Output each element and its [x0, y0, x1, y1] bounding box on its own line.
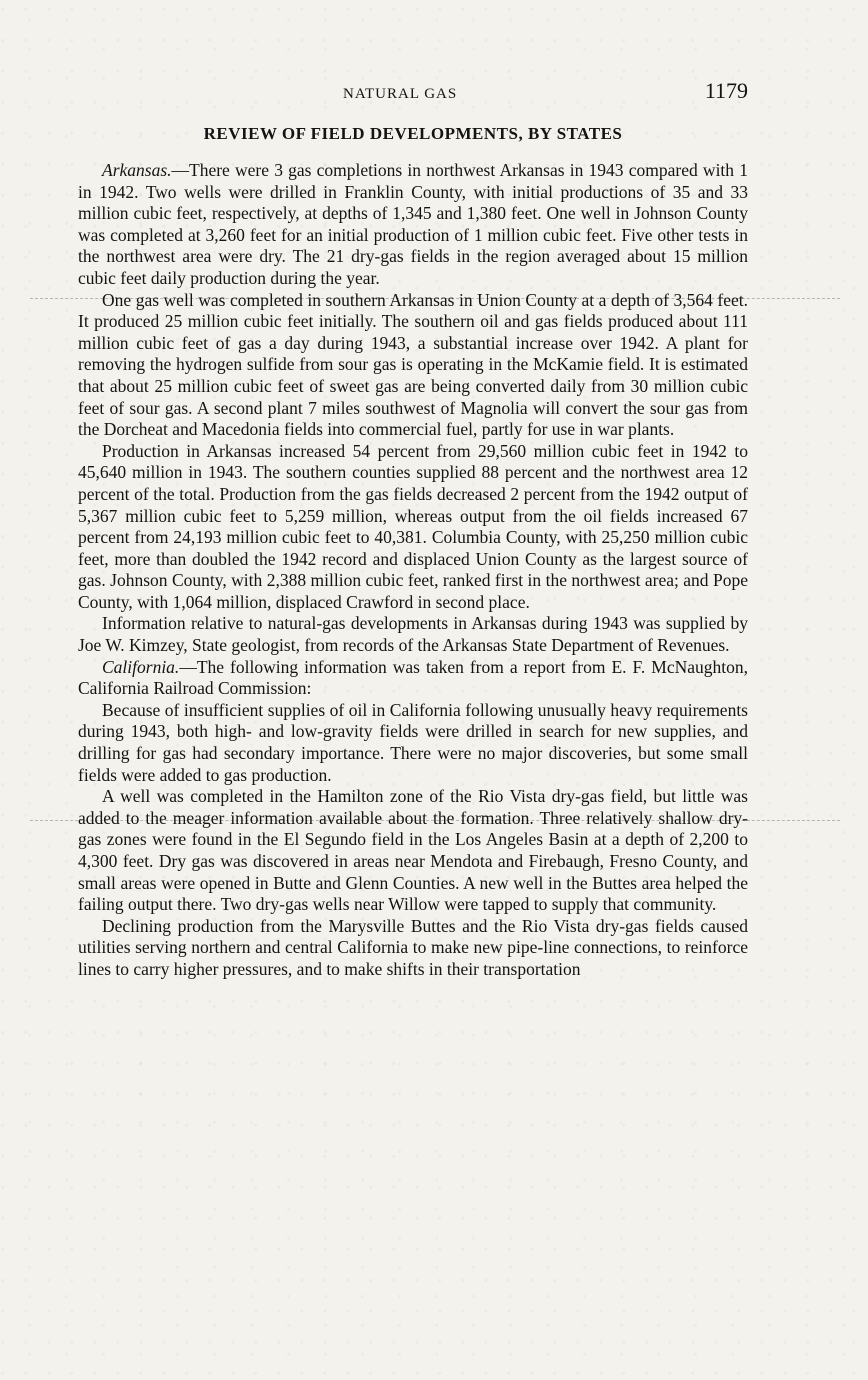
paragraph — [78, 700, 748, 786]
paragraph-text: A well was completed in the Hamilton zone of the Rio Vista dry-gas field, but little was added to the meager information available about the formation. Three relatively shallow dry-gas zones were found in the El Segundo field in the Los Angeles Basin at a depth of 2,200 to 4,300 feet. Dry gas was discovered in areas near Mendota and Firebaugh, Fresno County, and small areas were opened in Butte and Glenn Counties. A new well in the Buttes area helped the failing output there. Two dry-gas wells near Willow were tapped to supply that community. — [78, 786, 748, 915]
paragraph — [78, 160, 748, 290]
paragraph-text: Production in Arkansas increased 54 percent from 29,560 million cubic feet in 1942 to 45,640 million in 1943. The southern counties supplied 88 percent and the northwest area 12 percent of the total. Production from the gas fields decreased 2 percent from the 1942 output of 5,367 million cubic feet to 5,259 million, whereas output from the oil fields increased 67 percent from 24,193 million cubic feet to 40,381. Columbia County, with 25,250 million cubic feet, more than doubled the 1942 record and displaced Union County as the largest source of gas. Johnson County, with 2,388 million cubic feet, ranked first in the northwest area; and Pope County, with 1,064 million, displaced Crawford in second place. — [78, 440, 748, 612]
paragraph-text: Information relative to natural-gas developments in Arkansas during 1943 was supplied by Joe W. Kimzey, State geologist, from records of the Arkansas State Department of Revenues. — [78, 613, 748, 656]
page-header — [78, 76, 748, 110]
paragraph-lead: Arkansas. — [102, 160, 172, 180]
paragraph-text: Declining production from the Marysville Buttes and the Rio Vista dry-gas fields caused utilities serving northern and central California to make new pipe-line connections, to reinforce lines to carry higher pressures, and to make shifts in their transportation — [78, 915, 748, 979]
paragraph — [78, 916, 748, 981]
paragraph — [78, 786, 748, 916]
paragraph-text: One gas well was completed in southern Arkansas in Union County at a depth of 3,564 feet. It produced 25 million cubic feet initially. The southern oil and gas fields produced about 111 million cubic feet of gas a day during 1943, a substantial increase over 1942. A plant for removing the hydrogen sulfide from sour gas is operating in the McKamie field. It is estimated that about 25 million cubic feet of sweet gas are being converted daily from 30 million cubic feet of sour gas. A second plant 7 miles southwest of Magnolia will convert the sour gas from the Dorcheat and Macedonia fields into commercial fuel, partly for use in war plants. — [78, 289, 748, 440]
paragraph-text: —The following information was taken from a report from E. F. McNaughton, California Railroad Commission: — [78, 656, 748, 699]
paragraph — [78, 613, 748, 656]
running-head: NATURAL GAS — [343, 86, 458, 102]
paragraph — [78, 657, 748, 700]
paragraph-text: —There were 3 gas completions in northwest Arkansas in 1943 compared with 1 in 1942. Two wells were drilled in Franklin County, with initial productions of 35 and 33 million cubic feet, respectively, at depths of 1,345 and 1,380 feet. One well in Johnson County was completed at 3,260 feet for an initial production of 1 million cubic feet. Five other tests in the northwest area were dry. The 21 dry-gas fields in the region averaged about 15 million cubic feet daily production during the year. — [78, 160, 748, 288]
paragraph-lead: California. — [102, 656, 180, 677]
paragraph-text: Because of insufficient supplies of oil in California following unusually heavy requirements during 1943, both high- and low-gravity fields were drilled in search for new supplies, and drilling for gas had secondary importance. There were no major discoveries, but some small fields were added to gas production. — [78, 699, 748, 785]
paragraph — [78, 441, 748, 614]
page-number: 1179 — [704, 78, 748, 103]
section-title: REVIEW OF FIELD DEVELOPMENTS, BY STATES — [203, 124, 623, 143]
body-text — [78, 160, 748, 981]
paragraph — [78, 290, 748, 441]
